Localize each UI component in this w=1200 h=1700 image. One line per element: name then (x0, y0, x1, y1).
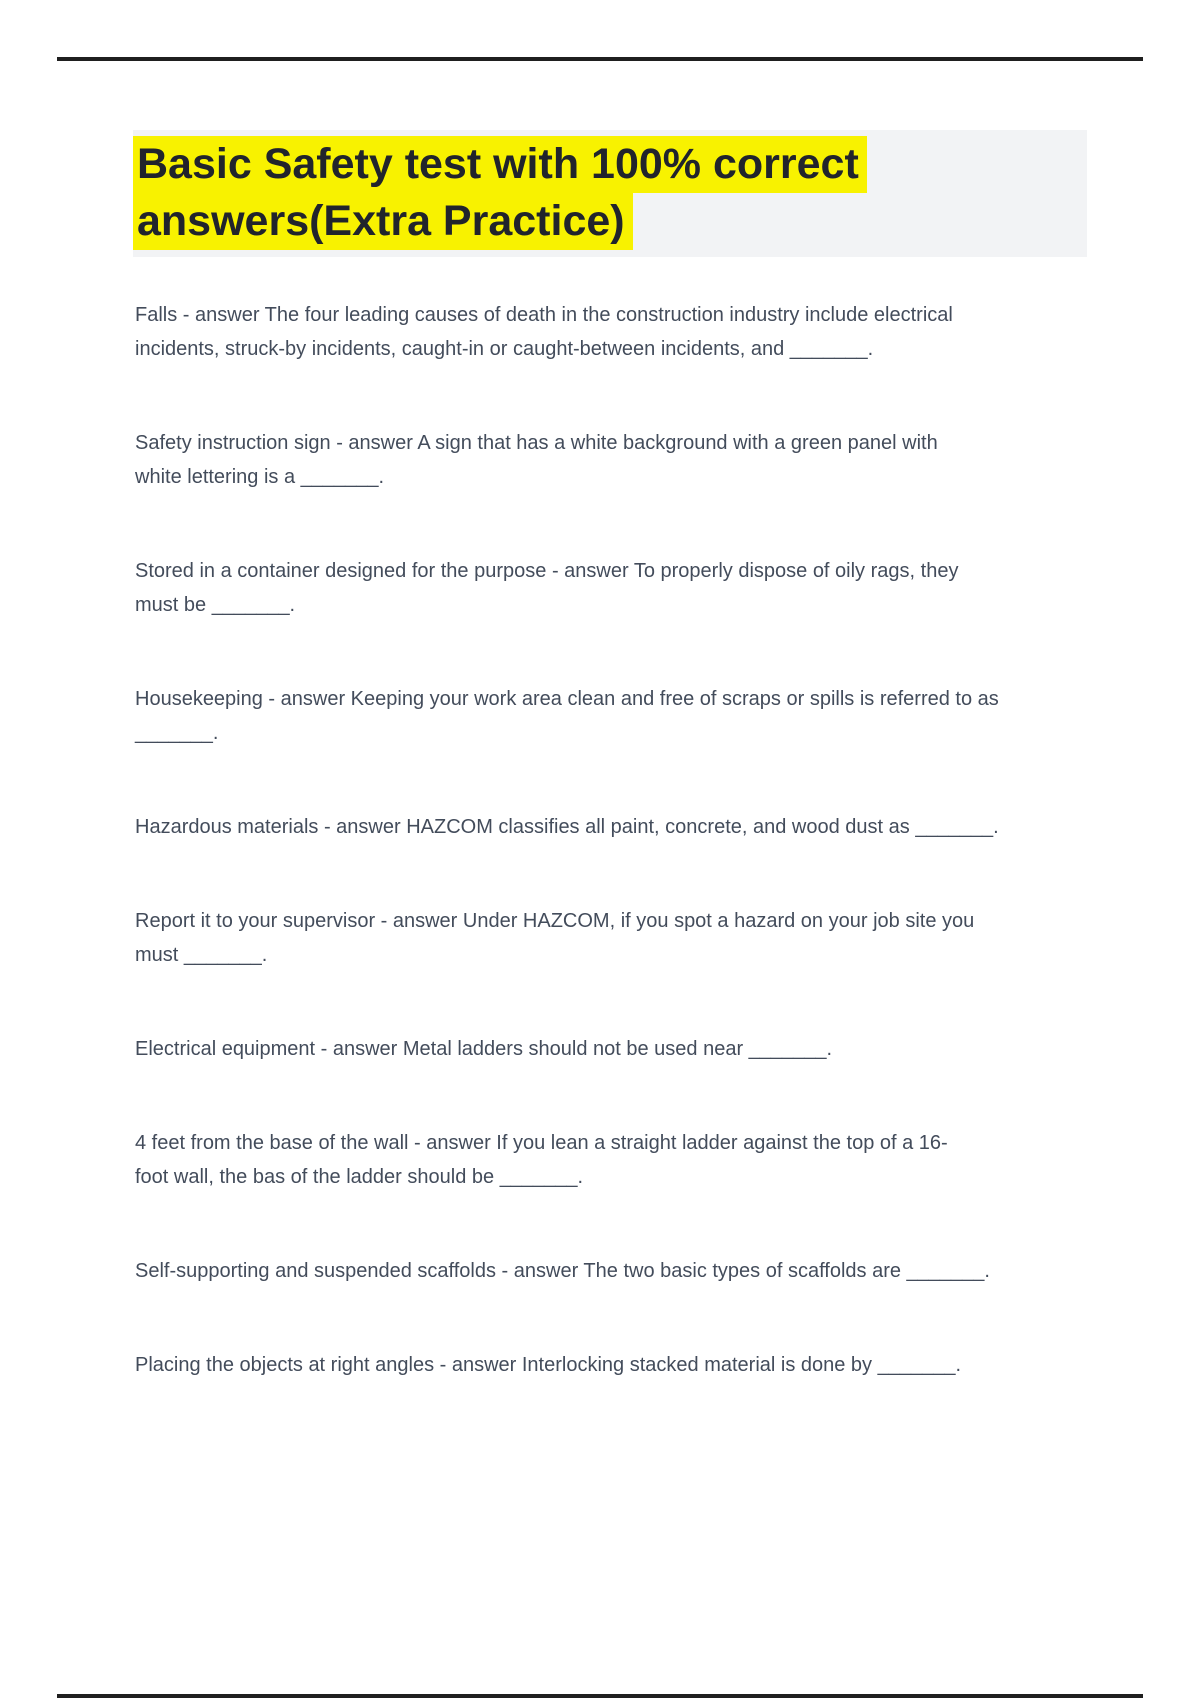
qa-paragraph (135, 554, 1085, 622)
top-rule (57, 57, 1143, 61)
qa-paragraph (135, 1126, 1085, 1194)
qa-list (135, 298, 1085, 1442)
qa-line: Safety instruction sign - answer A sign that has a white background with a green panel with (135, 432, 938, 454)
qa-paragraph (135, 904, 1085, 972)
qa-line: Housekeeping - answer Keeping your work area clean and free of scraps or spills is referred to as (135, 688, 999, 710)
qa-paragraph (135, 1254, 1085, 1288)
bottom-rule (57, 1694, 1143, 1698)
title-line-2: answers(Extra Practice) (133, 193, 633, 250)
qa-line: Stored in a container designed for the purpose - answer To properly dispose of oily rags, they (135, 560, 959, 582)
qa-line: 4 feet from the base of the wall - answer If you lean a straight ladder against the top of a 16- (135, 1132, 948, 1154)
qa-paragraph (135, 1348, 1085, 1382)
qa-paragraph (135, 298, 1085, 366)
page-title (133, 130, 1087, 257)
qa-line: Self-supporting and suspended scaffolds - answer The two basic types of scaffolds are _______. (135, 1260, 990, 1282)
qa-paragraph (135, 810, 1085, 844)
qa-paragraph (135, 682, 1085, 750)
qa-line: Falls - answer The four leading causes of death in the construction industry include electrical (135, 304, 953, 326)
title-line-1: Basic Safety test with 100% correct (133, 136, 867, 193)
title-block (133, 130, 1087, 257)
qa-line: _______. (135, 722, 219, 744)
qa-line: Hazardous materials - answer HAZCOM classifies all paint, concrete, and wood dust as _______. (135, 816, 999, 838)
qa-paragraph (135, 1032, 1085, 1066)
qa-line: must _______. (135, 944, 268, 966)
qa-line: incidents, struck-by incidents, caught-in or caught-between incidents, and _______. (135, 338, 874, 360)
qa-line: Placing the objects at right angles - answer Interlocking stacked material is done by _______. (135, 1354, 962, 1376)
qa-line: white lettering is a _______. (135, 466, 385, 488)
qa-line: Report it to your supervisor - answer Under HAZCOM, if you spot a hazard on your job site you (135, 910, 975, 932)
qa-line: foot wall, the bas of the ladder should be _______. (135, 1166, 584, 1188)
qa-line: must be _______. (135, 594, 296, 616)
qa-paragraph (135, 426, 1085, 494)
qa-line: Electrical equipment - answer Metal ladders should not be used near _______. (135, 1038, 833, 1060)
